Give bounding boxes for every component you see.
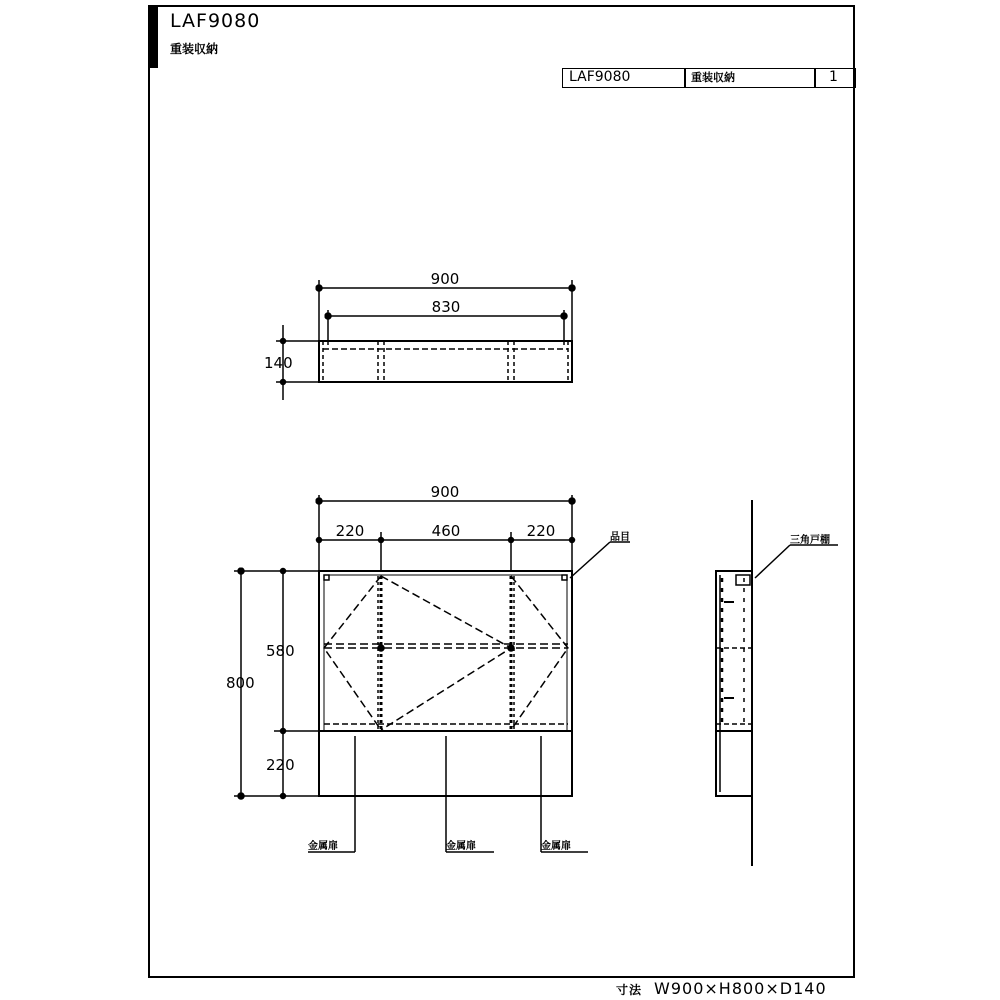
front-view <box>234 495 630 852</box>
door-knob <box>508 645 514 651</box>
top-view <box>276 280 572 400</box>
title-block-model: LAF9080 <box>562 68 686 88</box>
door-label-left: 金属扉 <box>308 841 338 852</box>
corner-fitting-label: 品目 <box>610 532 630 543</box>
door-label-center: 金属扉 <box>446 841 476 852</box>
handle-profile <box>724 602 734 698</box>
dimension-tick <box>281 339 286 344</box>
front-center-section-label: 460 <box>431 522 461 540</box>
door-knob <box>378 645 384 651</box>
model-subtitle: 重装収納 <box>170 42 219 56</box>
spec-value: W900×H800×D140 <box>654 979 827 998</box>
title-block-name: 重装収納 <box>684 68 816 88</box>
door-swing-right <box>511 576 568 730</box>
dimension-tick <box>379 538 384 543</box>
front-upper-height-label: 580 <box>266 642 295 660</box>
top-inner-width-label: 830 <box>431 298 461 316</box>
corner-fitting <box>324 575 329 580</box>
spec-label: 寸法 <box>616 983 643 997</box>
cabinet-inner-frame <box>324 575 567 731</box>
front-overall-width-label: 900 <box>430 483 460 501</box>
title-block-sheet-number: 1 <box>814 68 856 88</box>
spec-line <box>616 979 827 998</box>
cabinet-top-outline <box>319 341 572 382</box>
dimension-tick <box>281 729 286 734</box>
dimension-tick <box>317 538 322 543</box>
top-overall-width-label: 900 <box>430 270 460 288</box>
corner-fitting <box>562 575 567 580</box>
door-label-right: 金属扉 <box>541 841 571 852</box>
front-overall-height-label: 800 <box>226 674 255 692</box>
dimension-tick <box>281 569 286 574</box>
side-view <box>716 500 838 866</box>
model-title: LAF9080 <box>170 10 261 32</box>
door-swing-center <box>381 576 511 730</box>
front-left-section-label: 220 <box>335 522 365 540</box>
dimension-tick <box>281 794 286 799</box>
top-depth-label: 140 <box>264 354 293 372</box>
cabinet-side-outline <box>716 571 752 796</box>
mounting-bracket <box>736 575 750 585</box>
leader-line <box>755 545 790 578</box>
leader-line <box>570 542 610 578</box>
front-right-section-label: 220 <box>526 522 556 540</box>
dimension-tick <box>281 380 286 385</box>
front-lower-height-label: 220 <box>266 756 295 774</box>
side-view-label: 三角戸棚 <box>790 535 830 546</box>
door-swing-left <box>324 576 381 730</box>
dimension-tick <box>570 538 575 543</box>
dimension-tick <box>509 538 514 543</box>
